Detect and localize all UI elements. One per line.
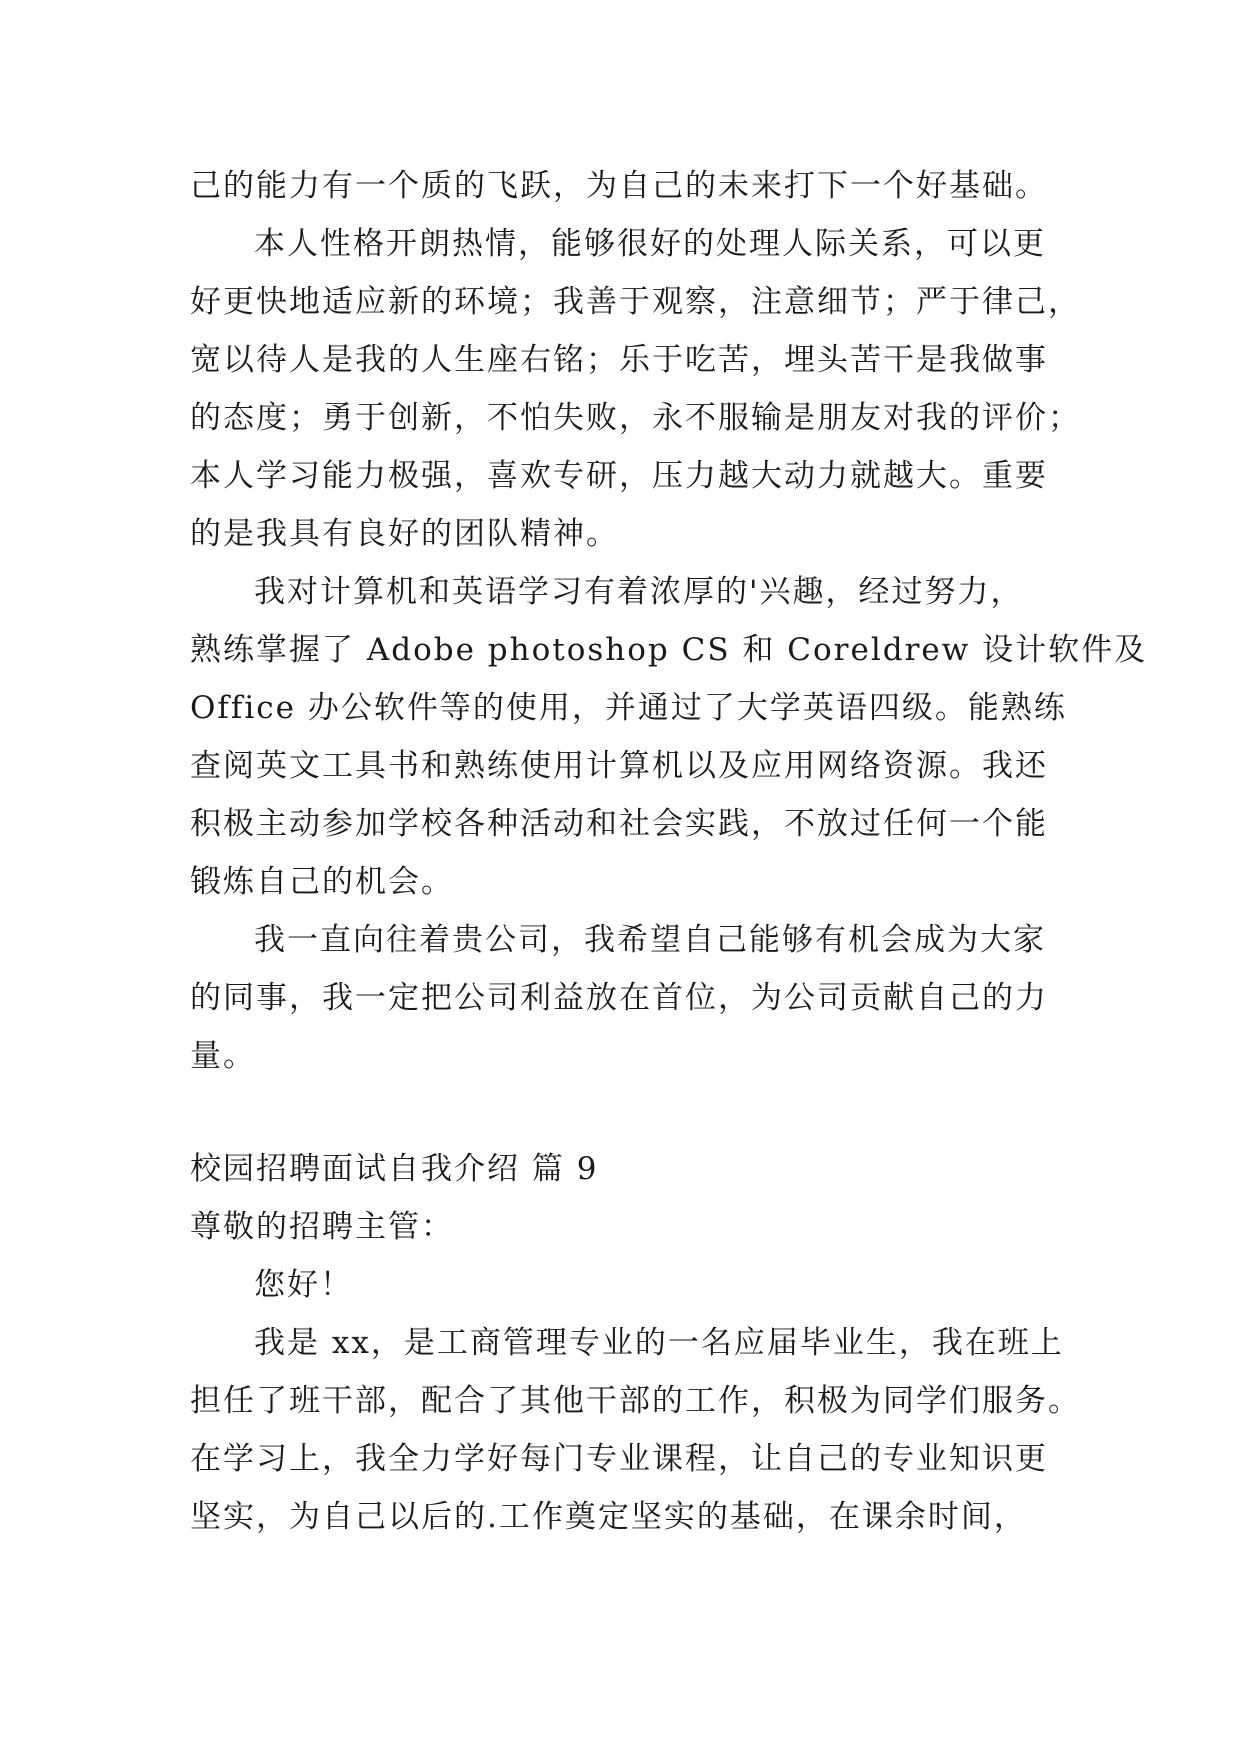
- paragraph-line: 熟练掌握了 Adobe photoshop CS 和 Coreldrew 设计软件及: [190, 632, 1148, 668]
- paragraph-line: 好更快地适应新的环境；我善于观察，注意细节；严于律己，: [190, 284, 1081, 320]
- paragraph-line: 积极主动参加学校各种活动和社会实践，不放过任何一个能: [190, 806, 1048, 842]
- section-heading: 校园招聘面试自我介绍 篇 9: [190, 1151, 599, 1187]
- paragraph-line: 的态度；勇于创新，不怕失败，永不服输是朋友对我的评价；: [190, 400, 1081, 436]
- paragraph-line: 的同事，我一定把公司利益放在首位，为公司贡献自己的力: [190, 980, 1048, 1016]
- paragraph-line: 宽以待人是我的人生座右铭；乐于吃苦，埋头苦干是我做事: [190, 342, 1048, 378]
- paragraph-line: 查阅英文工具书和熟练使用计算机以及应用网络资源。我还: [190, 748, 1048, 784]
- paragraph-line: 在学习上，我全力学好每门专业课程，让自己的专业知识更: [190, 1441, 1048, 1477]
- paragraph-line: 坚实，为自己以后的.工作奠定坚实的基础，在课余时间，: [190, 1499, 1027, 1535]
- paragraph-line: 我对计算机和英语学习有着浓厚的'兴趣，经过努力，: [254, 574, 1024, 610]
- paragraph-line: 我一直向往着贵公司，我希望自己能够有机会成为大家: [254, 922, 1046, 958]
- paragraph-line: 的是我具有良好的团队精神。: [190, 516, 619, 552]
- paragraph-line: Office 办公软件等的使用，并通过了大学英语四级。能熟练: [190, 690, 1067, 726]
- paragraph-line: 本人学习能力极强，喜欢专研，压力越大动力就越大。重要: [190, 458, 1048, 494]
- paragraph-line: 担任了班干部，配合了其他干部的工作，积极为同学们服务。: [190, 1383, 1081, 1419]
- paragraph-line: 本人性格开朗热情，能够很好的处理人际关系，可以更: [254, 226, 1046, 262]
- paragraph-line: 己的能力有一个质的飞跃，为自己的未来打下一个好基础。: [190, 168, 1048, 204]
- paragraph-line: 量。: [190, 1038, 256, 1074]
- greeting: 您好！: [254, 1267, 353, 1303]
- paragraph-line: 锻炼自己的机会。: [190, 864, 454, 900]
- paragraph-line: 我是 xx，是工商管理专业的一名应届毕业生，我在班上: [254, 1325, 1064, 1361]
- salutation: 尊敬的招聘主管：: [190, 1209, 454, 1245]
